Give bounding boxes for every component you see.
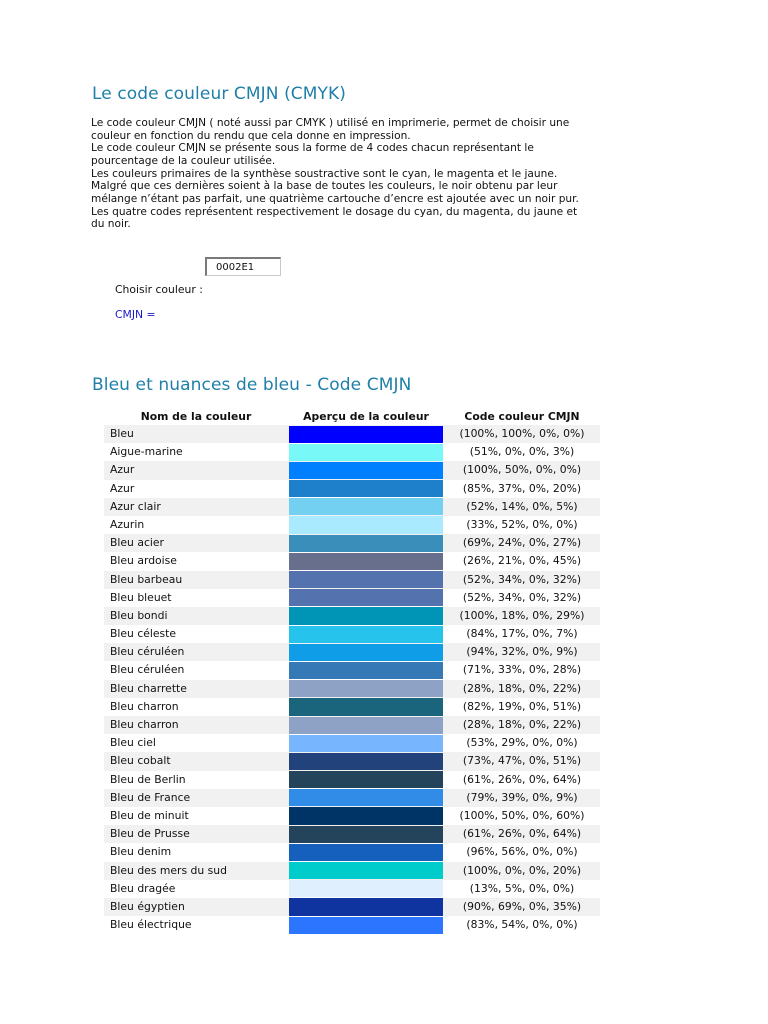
color-name-cell: Azur [110,481,135,495]
table-row [104,789,600,807]
color-swatch [289,826,443,843]
intro-line: couleur en fonction du rendu que cela donne en impression. [91,129,411,142]
table-row [104,516,600,534]
choose-color-label: Choisir couleur : [115,283,203,296]
cmjn-code-cell: (94%, 32%, 0%, 9%) [466,645,578,659]
table-row [104,771,600,789]
color-swatch [289,898,443,915]
color-swatch [289,789,443,806]
color-name-cell: Bleu barbeau [110,572,183,586]
color-preview-cell [288,516,444,534]
table-row [104,680,600,698]
table-row [104,571,600,589]
color-name-cell: Bleu de Berlin [110,772,186,786]
color-swatch [289,535,443,552]
color-preview-cell [288,534,444,552]
color-preview-cell [288,771,444,789]
color-preview-cell [288,825,444,843]
color-preview-cell [288,698,444,716]
color-name-cell: Bleu de Prusse [110,827,190,841]
table-row [104,880,600,898]
table-row [104,916,600,934]
color-preview-cell [288,461,444,479]
table-row [104,643,600,661]
color-swatch [289,426,443,443]
color-swatch [289,553,443,570]
color-preview-cell [288,916,444,934]
cmjn-code-cell: (100%, 50%, 0%, 0%) [462,463,582,477]
color-name-cell: Bleu denim [110,845,172,859]
table-row [104,534,600,552]
color-name-cell: Bleu bleuet [110,590,172,604]
color-preview-cell [288,880,444,898]
color-swatch [289,607,443,624]
table-row [104,589,600,607]
intro-line: Les quatre codes représentent respectivement le dosage du cyan, du magenta, du jaune et [91,205,578,218]
cmjn-code-cell: (83%, 54%, 0%, 0%) [466,918,578,932]
cmjn-code-cell: (100%, 18%, 0%, 29%) [459,608,585,622]
color-swatch [289,771,443,788]
table-body [104,425,600,934]
color-swatch [289,698,443,715]
cmjn-code-cell: (90%, 69%, 0%, 35%) [462,899,582,913]
cmjn-code-cell: (28%, 18%, 0%, 22%) [462,718,582,731]
color-preview-cell [288,480,444,498]
intro-line: Les couleurs primaires de la synthèse soustractive sont le cyan, le magenta et le jaune. [91,167,558,180]
intro-line: du noir. [91,218,131,231]
color-preview-cell [288,680,444,698]
table-row [104,898,600,916]
color-swatch [289,807,443,824]
table-row [104,498,600,516]
color-swatch [289,498,443,515]
cmjn-code-cell: (82%, 19%, 0%, 51%) [462,699,582,713]
color-swatch [289,753,443,770]
color-swatch [289,626,443,643]
cmjn-code-cell: (85%, 37%, 0%, 20%) [462,481,582,495]
color-name-cell: Bleu dragée [110,881,176,895]
color-name-cell: Bleu électrique [110,918,192,932]
color-preview-cell [288,661,444,679]
color-preview-cell [288,898,444,916]
color-name-cell: Bleu de France [110,790,191,804]
table-row [104,425,600,443]
color-name-cell: Bleu égyptien [110,899,185,913]
color-name-cell: Bleu charron [110,699,179,713]
color-preview-cell [288,716,444,734]
cmjn-code-cell: (52%, 14%, 0%, 5%) [466,499,578,513]
table-row [104,480,600,498]
table-row [104,807,600,825]
color-name-cell: Azur clair [110,499,161,513]
table-row [104,825,600,843]
table-row [104,698,600,716]
header-cmjn-code: Code couleur CMJN [464,409,580,423]
color-preview-cell [288,862,444,880]
color-swatch [289,480,443,497]
color-table [104,407,600,934]
color-name-cell: Bleu ciel [110,736,156,750]
color-name-cell: Azurin [110,517,145,531]
cmjn-code-cell: (61%, 26%, 0%, 64%) [462,772,582,786]
color-preview-cell [288,425,444,443]
color-name-cell: Bleu charron [110,718,179,731]
color-swatch [289,862,443,879]
color-name-cell: Bleu céruléen [110,645,185,659]
color-swatch [289,844,443,861]
color-name-cell: Bleu de minuit [110,808,189,822]
table-row [104,552,600,570]
color-swatch [289,462,443,479]
header-color-name: Nom de la couleur [140,409,252,423]
color-code-input[interactable] [205,257,281,276]
cmjn-code-cell: (53%, 29%, 0%, 0%) [466,736,578,750]
intro-line: mélange n’étant pas parfait, une quatrième cartouche d’encre est ajoutée avec un noir pur. [91,192,579,205]
table-row [104,862,600,880]
color-name-cell: Bleu bondi [110,608,168,622]
intro-paragraph [91,117,611,231]
cmjn-code-cell: (71%, 33%, 0%, 28%) [462,663,582,677]
color-name-cell: Bleu cobalt [110,754,171,768]
color-preview-cell [288,843,444,861]
color-name-cell: Bleu des mers du sud [110,863,227,877]
table-header [104,407,600,425]
table-row [104,843,600,861]
color-name-cell: Azur [110,463,135,477]
intro-line: Le code couleur CMJN se présente sous la forme de 4 codes chacun représentant le [91,142,534,155]
cmjn-result-label: CMJN = [115,308,156,321]
color-preview-cell [288,625,444,643]
cmjn-code-cell: (100%, 100%, 0%, 0%) [459,427,585,440]
cmjn-code-cell: (26%, 21%, 0%, 45%) [462,554,582,568]
color-name-cell: Bleu céleste [110,627,177,641]
color-name-cell: Bleu acier [110,536,164,550]
table-row [104,461,600,479]
color-name-cell: Bleu [110,427,134,440]
intro-line: Le code couleur CMJN ( noté aussi par CMYK ) utilisé en imprimerie, permet de choisir une [91,117,570,129]
color-preview-cell [288,552,444,570]
cmjn-code-cell: (96%, 56%, 0%, 0%) [466,845,578,859]
cmjn-code-cell: (84%, 17%, 0%, 7%) [466,627,578,641]
color-preview-cell [288,571,444,589]
table-row [104,661,600,679]
cmjn-code-cell: (79%, 39%, 0%, 9%) [466,790,578,804]
table-row [104,716,600,734]
table-row [104,607,600,625]
header-color-preview: Aperçu de la couleur [303,409,429,423]
color-swatch [289,571,443,588]
color-name-cell: Bleu ardoise [110,554,177,568]
color-swatch [289,516,443,533]
color-name-cell: Bleu charrette [110,681,187,695]
color-swatch [289,644,443,661]
table-row [104,443,600,461]
color-swatch [289,662,443,679]
color-preview-cell [288,443,444,461]
cmjn-code-cell: (100%, 50%, 0%, 60%) [459,808,585,822]
color-swatch [289,735,443,752]
cmjn-code-cell: (13%, 5%, 0%, 0%) [469,881,575,895]
cmjn-code-cell: (100%, 0%, 0%, 20%) [462,863,582,877]
color-swatch [289,717,443,734]
color-preview-cell [288,734,444,752]
color-preview-cell [288,789,444,807]
page-title: Le code couleur CMJN (CMYK) [92,84,347,104]
cmjn-code-cell: (52%, 34%, 0%, 32%) [462,590,582,604]
color-preview-cell [288,498,444,516]
color-swatch [289,444,443,461]
color-swatch [289,880,443,897]
cmjn-code-cell: (51%, 0%, 0%, 3%) [469,445,575,459]
color-preview-cell [288,643,444,661]
color-preview-cell [288,752,444,770]
color-swatch [289,680,443,697]
table-row [104,752,600,770]
section-title: Bleu et nuances de bleu - Code CMJN [92,375,412,395]
table-row [104,625,600,643]
color-name-cell: Aigue-marine [110,445,183,459]
intro-line: pourcentage de la couleur utilisée. [91,154,276,167]
color-preview-cell [288,589,444,607]
cmjn-code-cell: (33%, 52%, 0%, 0%) [466,517,578,531]
color-preview-cell [288,807,444,825]
intro-line: Malgré que ces dernières soient à la base de toutes les couleurs, le noir obtenu par leur [91,180,558,193]
color-swatch [289,589,443,606]
color-preview-cell [288,607,444,625]
cmjn-code-cell: (28%, 18%, 0%, 22%) [462,681,582,695]
cmjn-code-cell: (73%, 47%, 0%, 51%) [462,754,582,768]
cmjn-code-cell: (52%, 34%, 0%, 32%) [462,572,582,586]
table-row [104,734,600,752]
cmjn-code-cell: (61%, 26%, 0%, 64%) [462,827,582,841]
cmjn-code-cell: (69%, 24%, 0%, 27%) [462,536,582,550]
color-swatch [289,917,443,934]
color-name-cell: Bleu céruléen [110,663,185,677]
